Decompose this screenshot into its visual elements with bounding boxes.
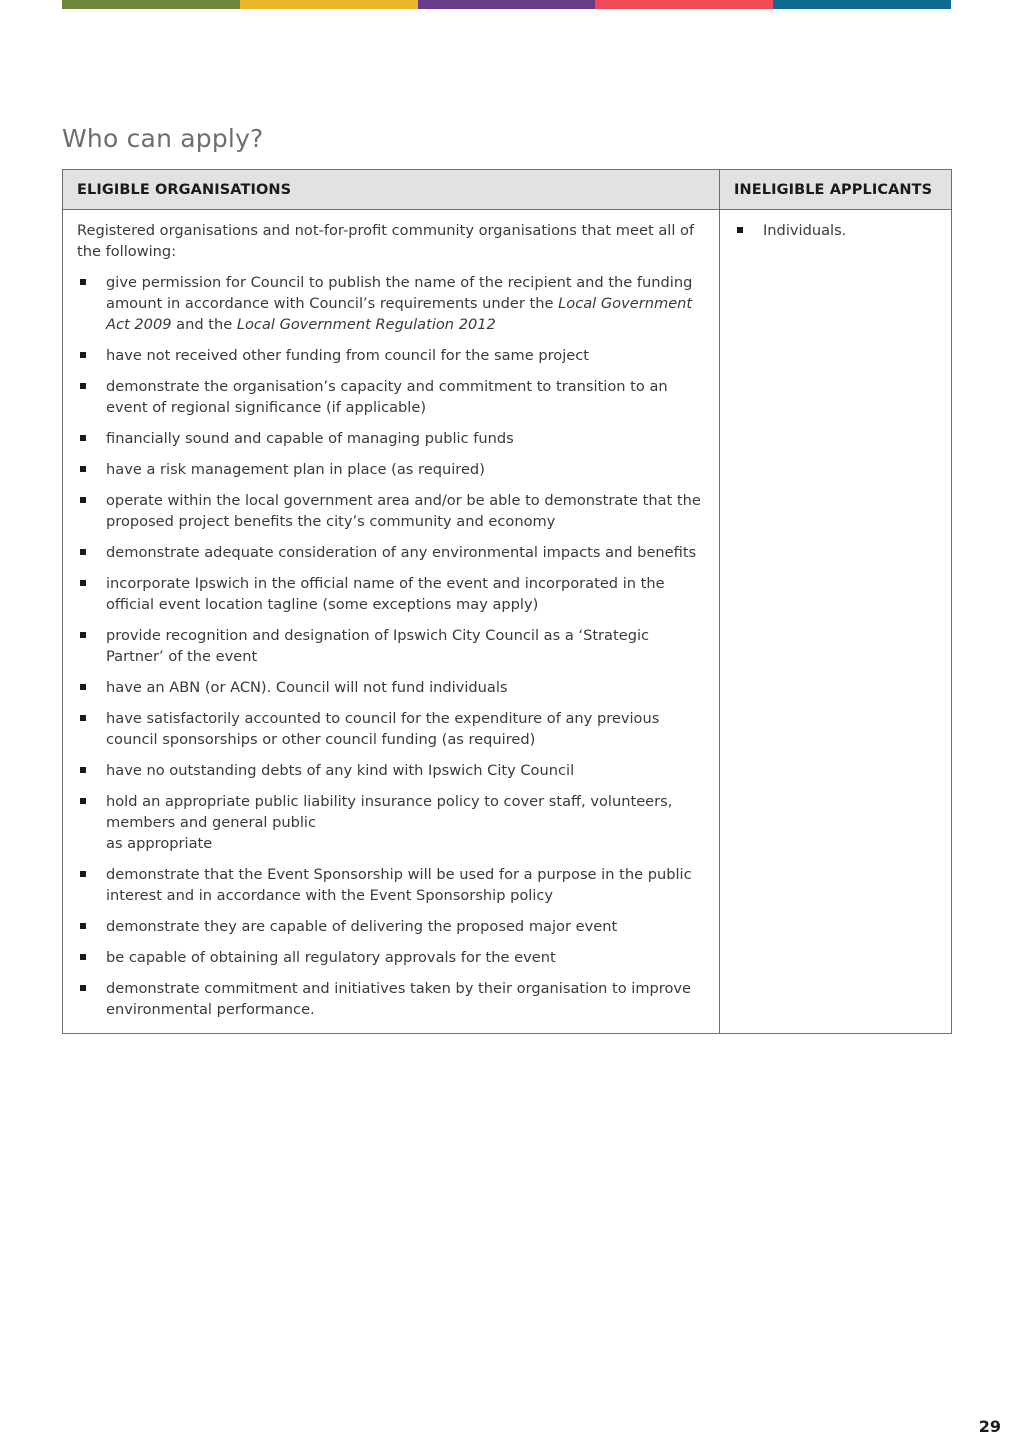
eligible-criterion: have not received other funding from council for the same project — [77, 345, 705, 366]
eligible-criteria-list — [77, 272, 705, 1020]
brand-bar-segment-blue — [773, 0, 951, 9]
ineligible-item: Individuals. — [734, 220, 937, 241]
eligible-criterion: demonstrate adequate consideration of any environmental impacts and benefits — [77, 542, 705, 563]
eligible-criterion: be capable of obtaining all regulatory approvals for the event — [77, 947, 705, 968]
table-header-row — [63, 170, 952, 210]
eligible-criterion: have an ABN (or ACN). Council will not fund individuals — [77, 677, 705, 698]
eligible-intro-text: Registered organisations and not-for-profit community organisations that meet all of the following: — [77, 222, 695, 260]
eligible-criterion: incorporate Ipswich in the official name of the event and incorporated in the official event location tagline (some exceptions may apply) — [77, 573, 705, 615]
criterion-continuation: as appropriate — [106, 835, 213, 852]
page-heading: Who can apply? — [62, 124, 264, 153]
table-body-row — [63, 210, 952, 1034]
eligible-organisations-header: ELIGIBLE ORGANISATIONS — [63, 170, 720, 210]
act-title: Local Government Act 2009 — [106, 295, 693, 333]
eligible-criterion: operate within the local government area and/or be able to demonstrate that the proposed project benefits the city’s community and economy — [77, 490, 705, 532]
eligible-criterion: have satisfactorily accounted to council for the expenditure of any previous council sponsorships or other council funding (as required) — [77, 708, 705, 750]
eligible-criterion — [77, 272, 705, 335]
brand-bar-segment-yellow — [240, 0, 418, 9]
ineligible-applicants-cell — [720, 210, 952, 1034]
brand-bar-segment-purple — [418, 0, 596, 9]
eligible-criterion: demonstrate commitment and initiatives taken by their organisation to improve environmental performance. — [77, 978, 705, 1020]
eligible-criterion: provide recognition and designation of Ipswich City Council as a ‘Strategic Partner’ of the event — [77, 625, 705, 667]
eligible-criterion — [77, 791, 705, 854]
brand-bar-segment-green — [62, 0, 240, 9]
eligible-criterion: have a risk management plan in place (as required) — [77, 459, 705, 480]
eligible-criterion: demonstrate they are capable of delivering the proposed major event — [77, 916, 705, 937]
eligible-criterion: demonstrate that the Event Sponsorship will be used for a purpose in the public interest and in accordance with the Event Sponsorship policy — [77, 864, 705, 906]
eligible-criterion: have no outstanding debts of any kind with Ipswich City Council — [77, 760, 705, 781]
page-number: 29 — [978, 1417, 1001, 1436]
eligible-organisations-cell — [63, 210, 720, 1034]
ineligible-applicants-header: INELIGIBLE APPLICANTS — [720, 170, 952, 210]
criterion-text: hold an appropriate public liability insurance policy to cover staff, volunteers, members and general public — [106, 793, 673, 831]
regulation-title: Local Government Regulation 2012 — [236, 316, 496, 333]
brand-bar-segment-red — [595, 0, 773, 9]
eligibility-table — [62, 169, 952, 1034]
criterion-text: and the — [171, 316, 237, 333]
eligible-criterion: financially sound and capable of managing public funds — [77, 428, 705, 449]
ineligible-list — [734, 220, 937, 241]
brand-color-bar — [62, 0, 951, 9]
criterion-text: give permission for Council to publish the name of the recipient and the funding amount in accordance with Council’s requirements under the — [106, 274, 693, 312]
eligible-criterion: demonstrate the organisation’s capacity and commitment to transition to an event of regional significance (if applicable) — [77, 376, 705, 418]
